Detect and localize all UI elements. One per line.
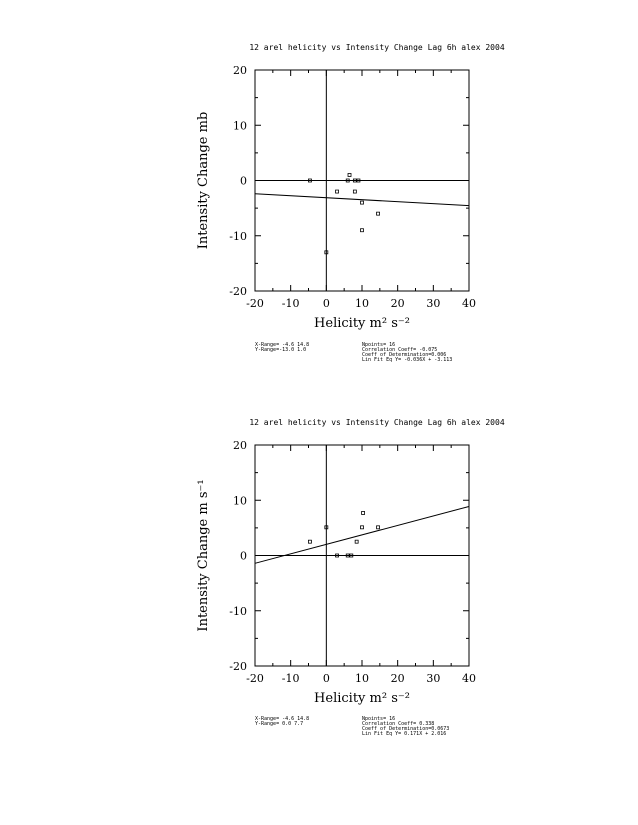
y-tick-label: 0 bbox=[240, 174, 247, 188]
data-point bbox=[377, 526, 380, 529]
y-tick-label: -10 bbox=[229, 229, 247, 243]
y-axis-label: Intensity Change mb bbox=[196, 111, 211, 250]
y-tick-label: -20 bbox=[229, 285, 247, 298]
data-point bbox=[362, 511, 365, 514]
y-tick-label: 20 bbox=[233, 439, 247, 452]
x-tick-label: 40 bbox=[462, 672, 476, 685]
y-tick-label: -10 bbox=[229, 604, 247, 618]
chart-title: 12 arel helicity vs Intensity Change Lag 6h alex 2004 bbox=[249, 418, 505, 427]
stats-range-text: Y-Range= 0.0 7.7 bbox=[255, 721, 304, 727]
data-point bbox=[355, 540, 358, 543]
data-point bbox=[377, 212, 380, 215]
y-tick-label: 0 bbox=[240, 549, 247, 563]
x-tick-label: 0 bbox=[322, 297, 330, 310]
x-axis-label: Helicity m² s⁻² bbox=[314, 691, 410, 706]
y-tick-label: -20 bbox=[229, 660, 247, 673]
data-point bbox=[308, 540, 311, 543]
stats-fit-text: Lin Fit Eq Y= -0.036X + -3.113 bbox=[362, 357, 453, 363]
x-tick-label: 10 bbox=[355, 297, 369, 310]
x-tick-label: 20 bbox=[390, 672, 405, 685]
data-point bbox=[361, 201, 364, 204]
data-point bbox=[348, 173, 351, 176]
x-tick-label: 10 bbox=[355, 672, 369, 685]
stats-range-text: X-Range= -4.6 14.8 bbox=[255, 342, 310, 348]
fit-line bbox=[255, 506, 469, 563]
chart-panel-2 bbox=[196, 418, 505, 737]
y-tick-label: 10 bbox=[233, 119, 247, 133]
x-tick-label: -10 bbox=[281, 672, 300, 685]
chart-panel-1 bbox=[196, 43, 505, 363]
x-tick-label: 40 bbox=[462, 297, 476, 310]
stats-range-text: Y-Range=-13.0 1.0 bbox=[255, 347, 307, 353]
stats-fit-text: Coeff of Determination=0.0673 bbox=[362, 726, 450, 732]
x-axis-label: Helicity m² s⁻² bbox=[314, 316, 410, 331]
data-point bbox=[353, 190, 356, 193]
stats-fit-text: Npoints= 16 bbox=[362, 342, 396, 348]
x-tick-label: -10 bbox=[281, 297, 300, 310]
x-tick-label: -20 bbox=[246, 297, 264, 310]
x-tick-label: 20 bbox=[390, 297, 405, 310]
data-point bbox=[361, 526, 364, 529]
y-tick-label: 20 bbox=[233, 64, 247, 77]
x-tick-label: -20 bbox=[246, 672, 264, 685]
chart-title: 12 arel helicity vs Intensity Change Lag 6h alex 2004 bbox=[249, 43, 505, 52]
stats-fit-text: Lin Fit Eq Y= 0.171X + 2.016 bbox=[362, 731, 447, 737]
y-tick-label: 10 bbox=[233, 494, 247, 508]
x-tick-label: 30 bbox=[426, 672, 441, 685]
y-axis-label: Intensity Change m s⁻¹ bbox=[196, 479, 211, 632]
data-point bbox=[361, 229, 364, 232]
stats-fit-text: Correlation Coeff= 0.338 bbox=[362, 721, 435, 727]
stats-range-text: X-Range= -4.6 14.8 bbox=[255, 716, 310, 722]
stats-fit-text: Correlation Coeff= -0.075 bbox=[362, 347, 438, 353]
x-tick-label: 0 bbox=[322, 672, 330, 685]
stats-fit-text: Npoints= 16 bbox=[362, 716, 396, 722]
data-point bbox=[336, 190, 339, 193]
x-tick-label: 30 bbox=[426, 297, 441, 310]
stats-fit-text: Coeff of Determination=0.006 bbox=[362, 352, 447, 358]
